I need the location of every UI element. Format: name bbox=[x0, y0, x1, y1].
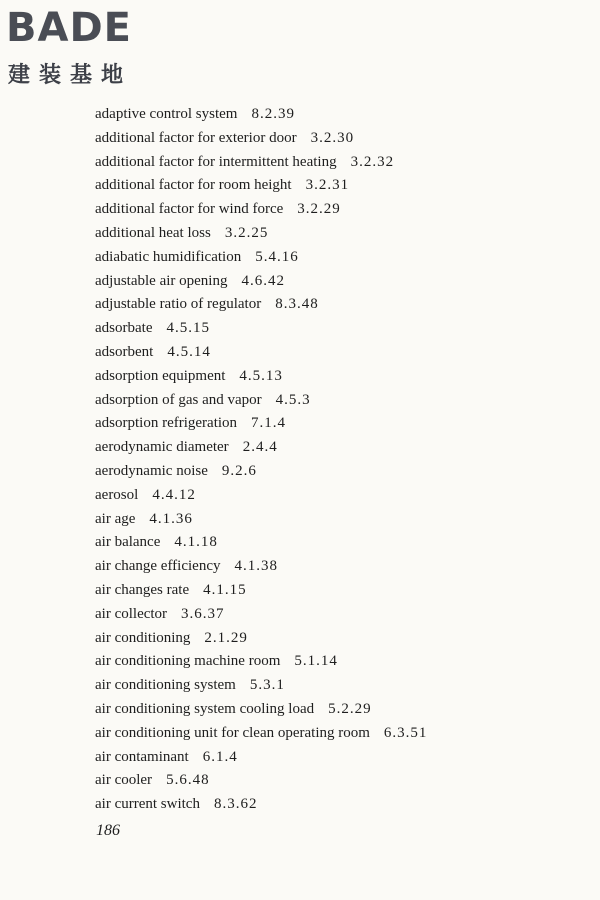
index-entry bbox=[95, 174, 427, 198]
index-term: air cooler bbox=[95, 772, 153, 789]
index-reference: 4.1.18 bbox=[174, 534, 218, 551]
index-term: additional factor for room height bbox=[95, 177, 292, 194]
index-reference: 4.5.14 bbox=[167, 343, 211, 360]
index-term: air conditioning system cooling load bbox=[95, 700, 315, 717]
index-reference: 8.3.62 bbox=[213, 796, 258, 813]
index-entry bbox=[95, 508, 427, 532]
index-term: additional heat loss bbox=[95, 224, 211, 241]
index-term: adsorbate bbox=[95, 320, 153, 337]
index-term: air current switch bbox=[95, 796, 200, 813]
index-entry bbox=[95, 270, 427, 294]
index-reference: 4.4.12 bbox=[152, 486, 196, 503]
index-entry bbox=[95, 531, 427, 555]
index-reference: 4.1.15 bbox=[203, 581, 247, 598]
index-term: adsorption of gas and vapor bbox=[95, 391, 262, 408]
index-term: aerodynamic noise bbox=[95, 462, 208, 479]
index-entry bbox=[95, 746, 427, 770]
index-reference: 5.2.29 bbox=[328, 700, 372, 717]
index-entry bbox=[95, 460, 427, 484]
index-reference: 5.4.16 bbox=[255, 248, 299, 265]
index-entry bbox=[95, 793, 427, 817]
index-term: aerosol bbox=[95, 486, 139, 503]
index-reference: 3.2.32 bbox=[350, 153, 395, 170]
logo bbox=[6, 4, 132, 89]
index-entry bbox=[95, 436, 427, 460]
index-term: adiabatic humidification bbox=[95, 248, 242, 265]
index-entry bbox=[95, 293, 427, 317]
index-term: adjustable ratio of regulator bbox=[95, 296, 262, 313]
index-entry bbox=[95, 389, 427, 413]
index-entry bbox=[95, 769, 427, 793]
index-term: additional factor for wind force bbox=[95, 201, 284, 218]
index-reference: 8.3.48 bbox=[275, 296, 319, 313]
index-reference: 6.1.4 bbox=[202, 748, 238, 765]
index-entry bbox=[95, 151, 427, 175]
index-reference: 4.1.36 bbox=[149, 510, 193, 527]
index-entry bbox=[95, 365, 427, 389]
index-reference: 4.5.15 bbox=[166, 320, 210, 337]
index-term: air balance bbox=[95, 534, 161, 551]
index-entry bbox=[95, 412, 427, 436]
index-term: air conditioning system bbox=[95, 677, 236, 694]
index-term: additional factor for intermittent heating bbox=[95, 153, 337, 170]
index-entry bbox=[95, 198, 427, 222]
index-term: additional factor for exterior door bbox=[95, 129, 297, 146]
index-reference: 3.2.30 bbox=[310, 129, 355, 146]
index-term: adsorption refrigeration bbox=[95, 415, 238, 432]
index-reference: 2.4.4 bbox=[242, 439, 278, 456]
index-entry bbox=[95, 484, 427, 508]
index-reference: 4.5.13 bbox=[239, 367, 283, 384]
index-entry bbox=[95, 555, 427, 579]
index-term: air change efficiency bbox=[95, 558, 221, 575]
index-entry bbox=[95, 627, 427, 651]
index-reference: 5.1.14 bbox=[294, 653, 338, 670]
index-term: adsorbent bbox=[95, 343, 154, 360]
logo-brand: BADE bbox=[6, 5, 132, 51]
index-term: air conditioning bbox=[95, 629, 191, 646]
index-entry bbox=[95, 579, 427, 603]
index-entry bbox=[95, 698, 427, 722]
index-entry bbox=[95, 317, 427, 341]
index-reference: 9.2.6 bbox=[221, 462, 257, 479]
index-term: adjustable air opening bbox=[95, 272, 228, 289]
index-term: aerodynamic diameter bbox=[95, 439, 229, 456]
page-number: 186 bbox=[96, 822, 120, 839]
index-entry bbox=[95, 603, 427, 627]
index-term: air age bbox=[95, 510, 136, 527]
index-term: air changes rate bbox=[95, 581, 190, 598]
index-reference: 3.2.29 bbox=[297, 201, 341, 218]
index-term: air conditioning unit for clean operating room bbox=[95, 724, 370, 741]
index-entry-list bbox=[95, 103, 427, 817]
index-entry bbox=[95, 222, 427, 246]
index-entry bbox=[95, 103, 427, 127]
index-reference: 6.3.51 bbox=[383, 724, 428, 741]
index-entry bbox=[95, 246, 427, 270]
index-entry bbox=[95, 650, 427, 674]
index-reference: 4.5.3 bbox=[275, 391, 311, 408]
index-reference: 8.2.39 bbox=[251, 106, 295, 122]
index-entry bbox=[95, 341, 427, 365]
index-reference: 4.1.38 bbox=[234, 558, 278, 575]
index-reference: 5.3.1 bbox=[249, 677, 285, 694]
index-reference: 3.2.31 bbox=[305, 177, 350, 194]
index-entry bbox=[95, 674, 427, 698]
index-term: air collector bbox=[95, 605, 168, 622]
index-reference: 3.6.37 bbox=[181, 605, 225, 622]
index-term: adaptive control system bbox=[95, 106, 238, 122]
index-term: air contaminant bbox=[95, 748, 189, 765]
index-reference: 4.6.42 bbox=[241, 272, 285, 289]
index-reference: 3.2.25 bbox=[224, 224, 269, 241]
index-reference: 7.1.4 bbox=[251, 415, 287, 432]
index-term: adsorption equipment bbox=[95, 367, 226, 384]
index-reference: 2.1.29 bbox=[204, 629, 248, 646]
index-entry bbox=[95, 722, 427, 746]
index-term: air conditioning machine room bbox=[95, 653, 281, 670]
index-entry bbox=[95, 127, 427, 151]
logo-subtitle: 建装基地 bbox=[8, 63, 133, 88]
index-reference: 5.6.48 bbox=[166, 772, 210, 789]
